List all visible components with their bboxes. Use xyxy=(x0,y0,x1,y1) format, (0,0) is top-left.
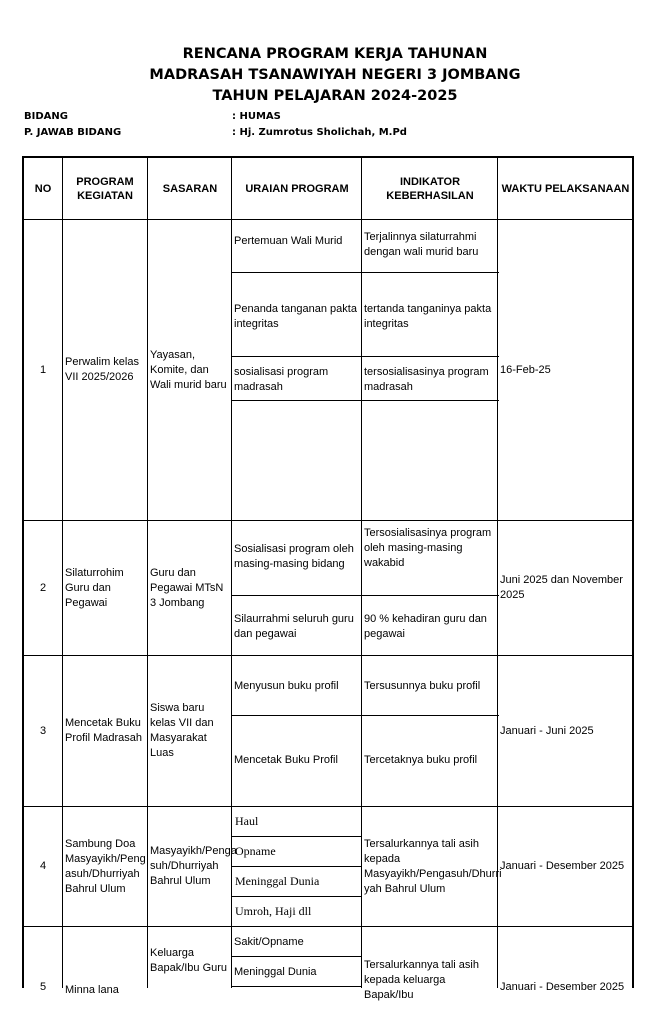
row1-indikator-1: Terjalinnya silaturrahmi dengan wali murid baru xyxy=(364,231,479,258)
row2-uraian-1: Sosialisasi program oleh masing-masing bidang xyxy=(234,543,354,570)
row2-waktu: Juni 2025 dan November 2025 xyxy=(500,574,623,601)
row2-uraian-2: Silaurrahmi seluruh guru dan pegawai xyxy=(234,613,354,640)
sub-row-divider xyxy=(231,866,361,867)
row5-program: Minna lana xyxy=(65,984,119,996)
row4-uraian-4: Umroh, Haji dll xyxy=(235,904,312,918)
row4-uraian-1: Haul xyxy=(235,814,259,828)
row2-sasaran: Guru dan Pegawai MTsN 3 Jombang xyxy=(150,566,224,609)
pj-value: : Hj. Zumrotus Sholichah, M.Pd xyxy=(232,127,407,138)
row5-uraian-2: Meninggal Dunia xyxy=(234,966,317,978)
col-header-program: PROGRAM KEGIATAN xyxy=(76,176,134,202)
col-header-indikator: INDIKATOR KEBERHASILAN xyxy=(386,176,474,202)
row3-sasaran: Siswa baru kelas VII dan Masyarakat Luas xyxy=(150,702,214,759)
row3-indikator-2: Tercetaknya buku profil xyxy=(364,754,478,766)
sub-row-divider xyxy=(231,956,361,957)
sub-row-divider xyxy=(231,836,361,837)
sub-row-divider xyxy=(231,715,499,716)
row1-uraian-2: Penanda tanganan pakta integritas xyxy=(234,303,357,330)
row2-program: Silaturrohim Guru dan Pegawai xyxy=(65,566,124,609)
row1-waktu: 16-Feb-25 xyxy=(500,363,551,376)
sub-row-divider xyxy=(231,272,499,273)
row4-waktu: Januari - Desember 2025 xyxy=(500,860,625,872)
row5-uraian-1: Sakit/Opname xyxy=(234,936,304,948)
pj-label: P. JAWAB BIDANG xyxy=(24,127,122,138)
row4-sasaran: Masyayikh/Penga suh/Dhurriyah Bahrul Ulum xyxy=(150,845,237,887)
sub-row-divider xyxy=(231,400,499,401)
row1-indikator-3: tersosialisasinya program madrasah xyxy=(364,366,489,393)
row1-uraian-1: Pertemuan Wali Murid xyxy=(234,235,343,247)
row3-no: 3 xyxy=(39,724,47,737)
row3-uraian-1: Menyusun buku profil xyxy=(234,680,339,692)
bidang-value: : HUMAS xyxy=(232,111,281,122)
col-divider xyxy=(62,158,63,988)
sub-row-divider xyxy=(231,595,499,596)
row4-program: Sambung Doa Masyayikh/Peng asuh/Dhurriyah Bahrul Ulum xyxy=(65,837,146,895)
row1-no: 1 xyxy=(39,363,47,376)
row3-uraian-2: Mencetak Buku Profil xyxy=(234,754,338,766)
row2-indikator-1: Tersosialisasinya program oleh masing-masing wakabid xyxy=(364,527,492,569)
bidang-label: BIDANG xyxy=(24,111,68,122)
row1-sasaran: Yayasan, Komite, dan Wali murid baru xyxy=(150,348,227,391)
sub-row-divider xyxy=(231,986,361,987)
sub-row-divider xyxy=(231,896,361,897)
row3-waktu: Januari - Juni 2025 xyxy=(500,724,594,737)
row3-program: Mencetak Buku Profil Madrasah xyxy=(65,717,143,744)
row5-sasaran: Keluarga Bapak/Ibu Guru xyxy=(150,947,228,974)
row1-uraian-3: sosialisasi program madrasah xyxy=(234,366,329,393)
row4-no: 4 xyxy=(39,860,47,872)
row1-indikator-2: tertanda tanganinya pakta integritas xyxy=(364,303,492,330)
col-header-sasaran: SASARAN xyxy=(162,183,218,195)
doc-title-line2: MADRASAH TSANAWIYAH NEGERI 3 JOMBANG xyxy=(149,67,521,83)
row5-no: 5 xyxy=(39,981,47,993)
row3-indikator-1: Tersusunnya buku profil xyxy=(364,680,481,692)
doc-title-line1: RENCANA PROGRAM KERJA TAHUNAN xyxy=(182,46,488,62)
col-divider xyxy=(361,158,362,988)
row5-indikator-1: Tersalurkannya tali asih kepada keluarga Bapak/Ibu xyxy=(364,959,479,1001)
row4-indikator-1: Tersalurkannya tali asih kepada Masyayikh/Pengasuh/Dhurri yah Bahrul Ulum xyxy=(364,837,502,895)
row1-program: Perwalim kelas VII 2025/2026 xyxy=(65,356,139,383)
program-table xyxy=(22,156,634,1001)
row4-uraian-2: Opname xyxy=(235,844,276,858)
col-divider xyxy=(147,158,148,988)
col-header-uraian: URAIAN PROGRAM xyxy=(245,183,349,195)
col-header-no: NO xyxy=(34,183,52,195)
row5-waktu: Januari - Desember 2025 xyxy=(500,981,625,993)
doc-title-line3: TAHUN PELAJARAN 2024-2025 xyxy=(212,88,458,104)
row2-indikator-2: 90 % kehadiran guru dan pegawai xyxy=(364,613,487,640)
row-divider xyxy=(24,926,632,927)
sub-row-divider xyxy=(231,356,499,357)
row2-no: 2 xyxy=(39,581,47,594)
row4-uraian-3: Meninggal Dunia xyxy=(235,874,320,888)
col-header-waktu: WAKTU PELAKSANAAN xyxy=(501,183,630,195)
